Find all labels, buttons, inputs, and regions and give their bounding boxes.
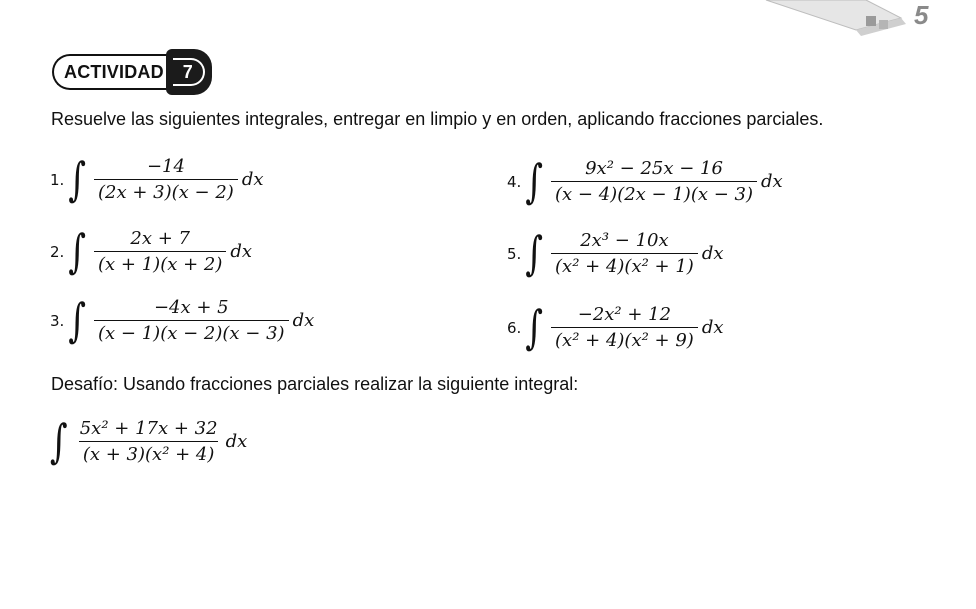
- numerator: 2x³ − 10x: [580, 230, 669, 251]
- denominator: (x² + 4)(x² + 1): [551, 253, 698, 277]
- denominator: (x² + 4)(x² + 9): [551, 327, 698, 351]
- integral-sign: ∫: [525, 300, 544, 355]
- exercise-3: [50, 293, 315, 348]
- activity-badge: [52, 51, 212, 93]
- differential: dx: [292, 310, 315, 331]
- differential: dx: [241, 169, 264, 190]
- exercise-label: 5.: [507, 244, 522, 263]
- exercise-4: [507, 154, 783, 209]
- denominator: (x − 4)(2x − 1)(x − 3): [551, 181, 757, 205]
- integral-sign: ∫: [68, 152, 87, 207]
- denominator: (x + 1)(x + 2): [94, 251, 226, 275]
- activity-label: ACTIVIDAD: [52, 54, 170, 90]
- numerator: 2x + 7: [130, 228, 190, 249]
- exercise-1: [50, 152, 264, 207]
- fraction: [94, 228, 226, 275]
- differential: dx: [701, 317, 724, 338]
- denominator: (x + 3)(x² + 4): [79, 441, 219, 465]
- differential: dx: [701, 243, 724, 264]
- exercise-label: 6.: [507, 318, 522, 337]
- denominator: (2x + 3)(x − 2): [94, 179, 238, 203]
- differential: dx: [225, 431, 248, 452]
- activity-number: 7: [173, 58, 205, 86]
- numerator: 9x² − 25x − 16: [585, 158, 723, 179]
- exercise-label: 2.: [50, 242, 65, 261]
- activity-number-box: [166, 49, 212, 95]
- fraction: [94, 156, 238, 203]
- numerator: −4x + 5: [153, 297, 229, 318]
- exercise-5: [507, 226, 724, 281]
- page-number: 5: [914, 0, 929, 30]
- instruction-text: Resuelve las siguientes integrales, entregar en limpio y en orden, aplicando fracciones parciales.: [51, 109, 824, 129]
- integral-sign: ∫: [68, 293, 87, 348]
- integral-sign: ∫: [525, 226, 544, 281]
- differential: dx: [761, 171, 783, 192]
- numerator: −2x² + 12: [577, 304, 672, 325]
- fraction: [551, 304, 698, 351]
- corner-decoration: [716, 0, 976, 48]
- exercise-label: 4.: [507, 172, 522, 191]
- fraction: [551, 230, 698, 277]
- exercise-label: 3.: [50, 311, 65, 330]
- challenge-text: Desafío: Usando fracciones parciales realizar la siguiente integral:: [51, 374, 579, 394]
- integral-sign: ∫: [68, 224, 87, 279]
- numerator: −14: [146, 156, 185, 177]
- exercise-6: [507, 300, 724, 355]
- numerator: 5x² + 17x + 32: [79, 418, 218, 439]
- challenge-integral: [48, 414, 248, 469]
- differential: dx: [230, 241, 253, 262]
- fraction: [76, 418, 222, 465]
- fraction: [551, 158, 757, 205]
- exercise-2: [50, 224, 253, 279]
- denominator: (x − 1)(x − 2)(x − 3): [94, 320, 289, 344]
- exercise-label: 1.: [50, 170, 65, 189]
- fraction: [94, 297, 289, 344]
- integral-sign: ∫: [50, 414, 68, 469]
- integral-sign: ∫: [525, 154, 544, 209]
